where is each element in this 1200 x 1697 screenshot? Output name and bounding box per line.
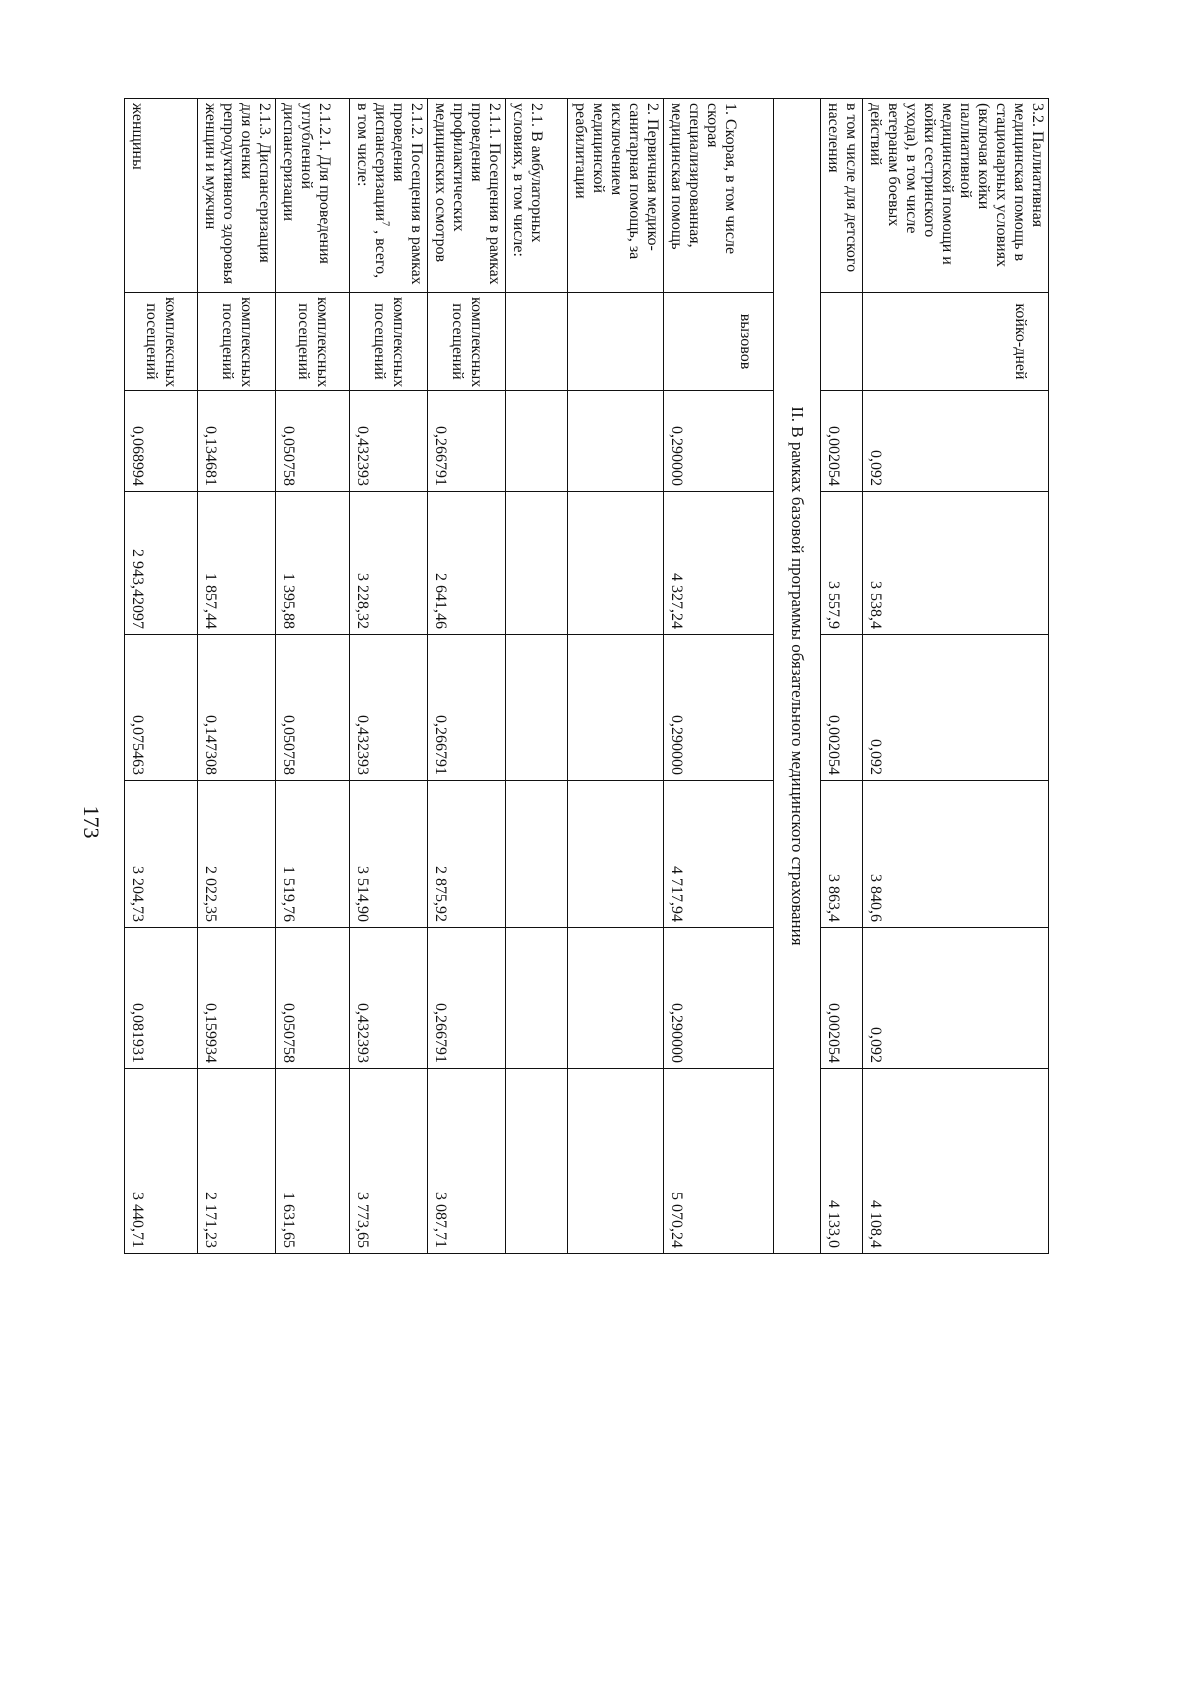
cell-value: 1 519,76 — [276, 781, 350, 928]
cell-value: 0,050758 — [276, 391, 350, 492]
cell-value: 0,068994 — [125, 391, 198, 492]
cell-value — [506, 928, 568, 1069]
cell-value: 3 840,6 — [863, 781, 1049, 928]
section-title: II. В рамках базовой программы обязательного медицинского страхования — [774, 99, 821, 1254]
row-label: 2.1.3. Диспансеризация для оценки репродуктивного здоровья женщин и мужчин — [198, 99, 276, 293]
row-unit: койко-дней — [863, 293, 1049, 391]
row-unit: комплексных посещений — [198, 293, 276, 391]
row-unit — [506, 293, 568, 391]
row-label — [350, 99, 428, 293]
cell-value: 0,432393 — [350, 391, 428, 492]
cell-value — [506, 1069, 568, 1254]
cell-value: 5 070,24 — [664, 1069, 774, 1254]
row-label-tail: , всего, в том числе: — [354, 103, 389, 279]
row-label: 1. Скорая, в том числе скорая специализированная, медицинская помощь — [664, 99, 774, 293]
cell-value — [568, 1069, 664, 1254]
cell-value — [568, 391, 664, 492]
cell-value: 3 863,4 — [821, 781, 863, 928]
table-row — [821, 99, 863, 1254]
cell-value: 0,290000 — [664, 928, 774, 1069]
cell-value: 2 641,46 — [428, 492, 506, 635]
cell-value: 0,266791 — [428, 635, 506, 781]
cell-value: 0,081931 — [125, 928, 198, 1069]
cell-value: 4 108,4 — [863, 1069, 1049, 1254]
row-label: 2.1. В амбулаторных условиях, в том числе: — [506, 99, 568, 293]
cell-value: 1 631,65 — [276, 1069, 350, 1254]
cell-value: 0,147308 — [198, 635, 276, 781]
cell-value — [506, 391, 568, 492]
cell-value: 3 557,9 — [821, 492, 863, 635]
cell-value: 3 204,73 — [125, 781, 198, 928]
tariff-table — [124, 98, 1049, 1254]
cell-value — [568, 492, 664, 635]
cell-value — [506, 635, 568, 781]
row-unit: комплексных посещений — [428, 293, 506, 391]
cell-value: 0,134681 — [198, 391, 276, 492]
cell-value: 0,050758 — [276, 928, 350, 1069]
rotated-table-container — [129, 98, 1049, 1248]
row-unit — [821, 293, 863, 391]
cell-value: 4 133,0 — [821, 1069, 863, 1254]
cell-value: 3 087,71 — [428, 1069, 506, 1254]
cell-value: 3 440,71 — [125, 1069, 198, 1254]
cell-value: 2 943,42097 — [125, 492, 198, 635]
cell-value: 0,266791 — [428, 391, 506, 492]
row-label-main: 2.1.2. Посещения в рамках проведения диспансеризации — [372, 103, 425, 285]
cell-value: 2 022,35 — [198, 781, 276, 928]
cell-value: 2 875,92 — [428, 781, 506, 928]
row-unit: комплексных посещений — [125, 293, 198, 391]
table-row — [664, 99, 774, 1254]
page-number: 173 — [79, 805, 104, 839]
cell-value: 2 171,23 — [198, 1069, 276, 1254]
table-row — [506, 99, 568, 1254]
table-row — [428, 99, 506, 1254]
cell-value: 0,266791 — [428, 928, 506, 1069]
cell-value: 3 514,90 — [350, 781, 428, 928]
cell-value: 0,050758 — [276, 635, 350, 781]
cell-value: 0,075463 — [125, 635, 198, 781]
row-unit: вызовов — [664, 293, 774, 391]
cell-value: 0,092 — [863, 635, 1049, 781]
row-label: 3.2. Паллиативная медицинская помощь в стационарных условиях (включая койки паллиативной медицинской помощи и койки сестринского ухода), в том числе ветеранам боевых действий — [863, 99, 1049, 293]
cell-value: 4 717,94 — [664, 781, 774, 928]
row-label: женщины — [125, 99, 198, 293]
cell-value: 1 857,44 — [198, 492, 276, 635]
table-row — [198, 99, 276, 1254]
row-label: 2.1.1. Посещения в рамках проведения профилактических медицинских осмотров — [428, 99, 506, 293]
table-row — [125, 99, 198, 1254]
table-row — [568, 99, 664, 1254]
section-row — [774, 99, 821, 1254]
row-label: 2. Первичная медико-санитарная помощь, за исключением медицинской реабилитации — [568, 99, 664, 293]
cell-value — [568, 928, 664, 1069]
row-unit: комплексных посещений — [276, 293, 350, 391]
row-label: в том числе для детского населения — [821, 99, 863, 293]
cell-value: 3 538,4 — [863, 492, 1049, 635]
table-row — [863, 99, 1049, 1254]
cell-value: 0,002054 — [821, 928, 863, 1069]
cell-value: 0,002054 — [821, 391, 863, 492]
cell-value: 0,092 — [863, 391, 1049, 492]
cell-value: 3 228,32 — [350, 492, 428, 635]
row-unit — [568, 293, 664, 391]
cell-value — [568, 781, 664, 928]
table-row — [276, 99, 350, 1254]
cell-value: 0,290000 — [664, 391, 774, 492]
cell-value: 3 773,65 — [350, 1069, 428, 1254]
cell-value — [506, 492, 568, 635]
cell-value: 0,290000 — [664, 635, 774, 781]
row-label: 2.1.2.1. Для проведения углубленной диспансеризации — [276, 99, 350, 293]
cell-value: 4 327,24 — [664, 492, 774, 635]
cell-value: 0,432393 — [350, 635, 428, 781]
cell-value — [506, 781, 568, 928]
row-unit: комплексных посещений — [350, 293, 428, 391]
footnote-mark: 7 — [379, 221, 391, 227]
cell-value: 1 395,88 — [276, 492, 350, 635]
cell-value: 0,159934 — [198, 928, 276, 1069]
cell-value: 0,432393 — [350, 928, 428, 1069]
table-row — [350, 99, 428, 1254]
cell-value: 0,092 — [863, 928, 1049, 1069]
cell-value — [568, 635, 664, 781]
cell-value: 0,002054 — [821, 635, 863, 781]
